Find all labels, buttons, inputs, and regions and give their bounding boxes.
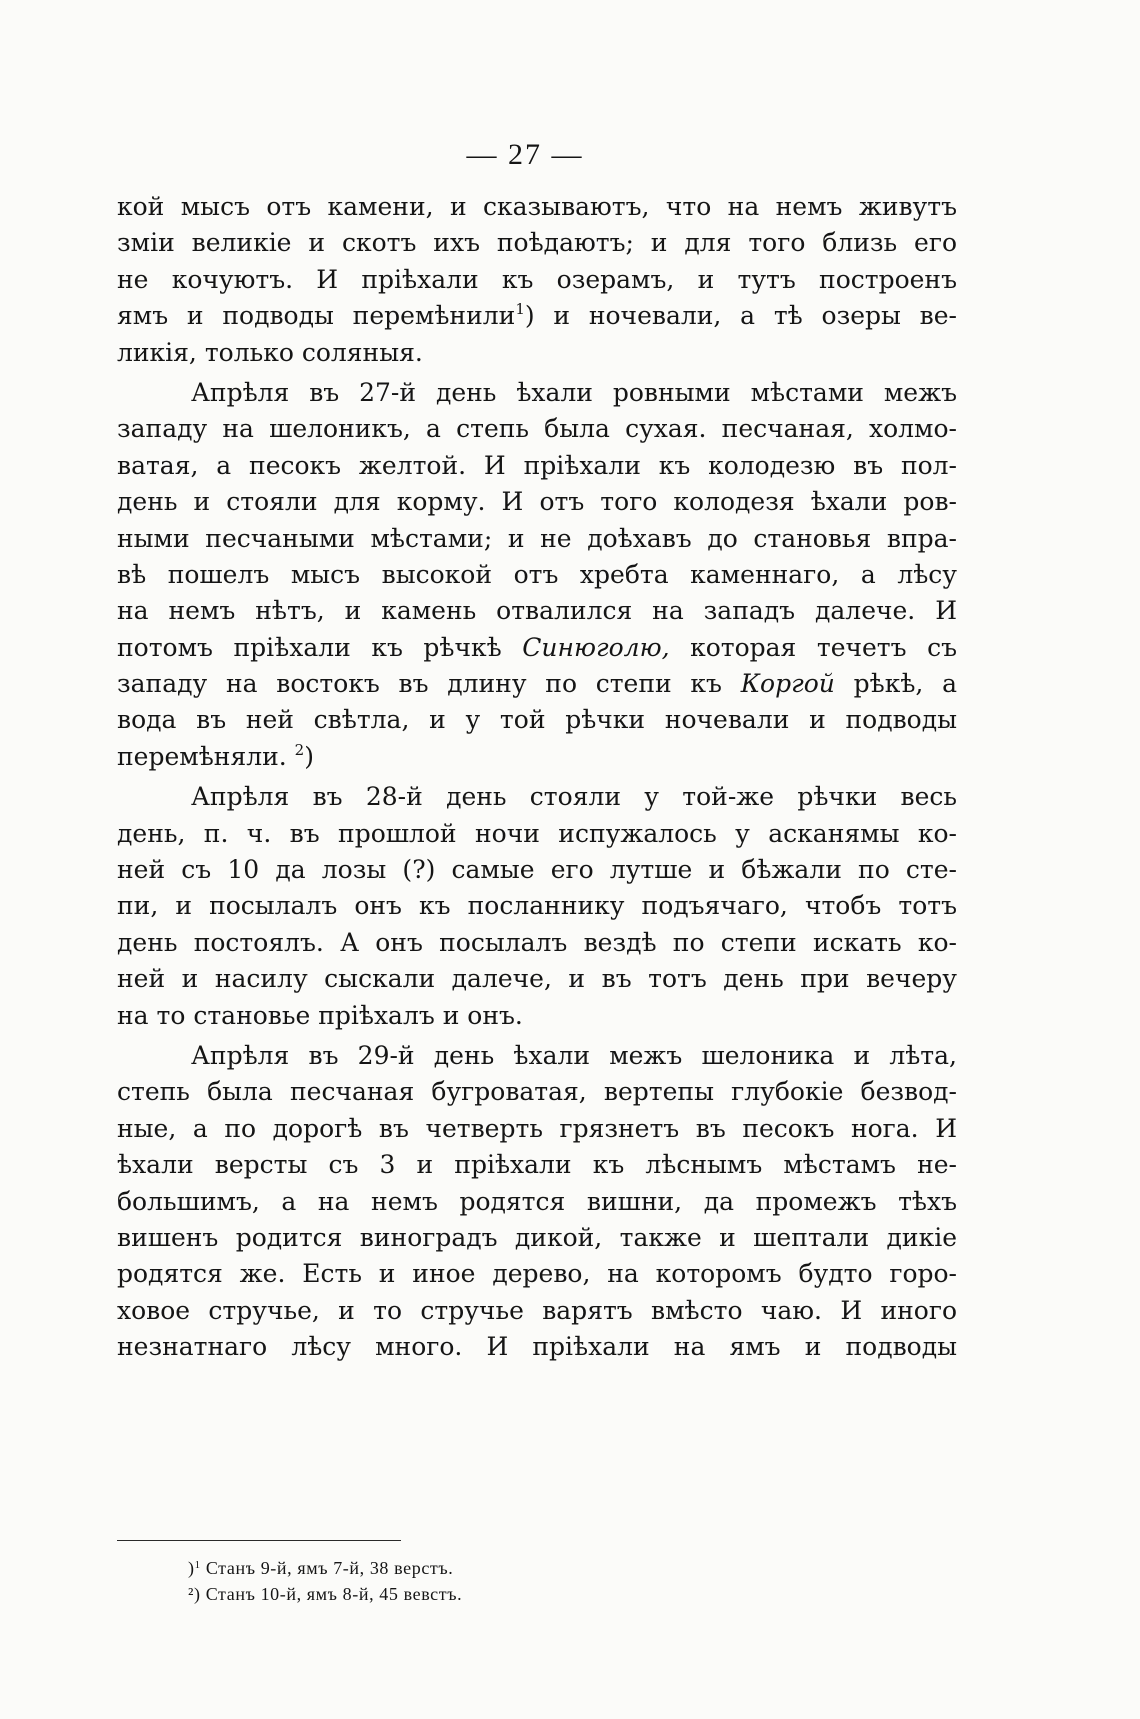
footnote-ref: 2 [294, 740, 305, 759]
text-line: ямъ и подводы перемѣнили$^1$) и ночевали, а тѣ озеры ве- [117, 300, 957, 331]
text-line: вода въ ней свѣтла, и у той рѣчки ночевали и подводы [117, 705, 957, 735]
text-line: вишенъ родится виноградъ дикой, также и шептали дикіе [117, 1222, 957, 1252]
text-line: незнатнаго лѣсу много. И пріѣхали на ямъ и подводы [117, 1332, 957, 1362]
footnotes [188, 1555, 462, 1607]
text-line: ные, а по дорогѣ въ четверть грязнетъ въ песокъ нога. И [117, 1113, 957, 1143]
text-line: родятся же. Есть и иное дерево, на которомъ будто горо- [117, 1259, 957, 1289]
footnote-divider [117, 1540, 401, 1541]
text-line: на немъ нѣтъ, и камень отвалился на западъ далече. И [117, 596, 957, 626]
text-line: вѣ пошелъ мысъ высокой отъ хребта каменнаго, а лѣсу [117, 559, 957, 589]
body-text [117, 189, 957, 1366]
text-line: перемѣняли. $^2$) [117, 740, 314, 771]
text-line: степь была песчаная бугроватая, вертепы глубокіе безвод- [117, 1077, 957, 1107]
text-line: ватая, а песокъ желтой. И пріѣхали къ колодезю въ пол- [117, 450, 957, 480]
text-line: ными песчаными мѣстами; и не доѣхавъ до становья впра- [117, 523, 957, 553]
text-line: на то становье пріѣхалъ и онъ. [117, 1000, 523, 1030]
text-line: ней съ 10 да лозы (?) самые его лутше и бѣжали по сте- [117, 855, 957, 885]
text-line: день и стояли для корму. И отъ того колодезя ѣхали ров- [117, 487, 957, 517]
river-name-italic: Коргой [740, 669, 835, 699]
text-line: день постоялъ. А онъ посылалъ вездѣ по степи искать ко- [117, 927, 957, 957]
text-line: пи, и посылалъ онъ къ посланнику подъячаго, чтобъ тотъ [117, 891, 957, 921]
text-line: Апрѣля въ 27-й день ѣхали ровными мѣстами межъ [191, 377, 957, 407]
text-line: кой мысъ отъ камени, и сказываютъ, что на немъ живутъ [117, 192, 957, 221]
text-line: Апрѣля въ 29-й день ѣхали межъ шелоника и лѣта, [191, 1040, 957, 1070]
text-line: большимъ, а на немъ родятся вишни, да промежъ тѣхъ [117, 1186, 957, 1216]
page-number: — 27 — [466, 138, 584, 171]
text-line: зміи великіе и скотъ ихъ поѣдаютъ; и для того близь его [117, 228, 957, 258]
text-line: западу на востокъ въ длину по степи къ Коргой рѣкѣ, а [117, 669, 957, 699]
text-line: ней и насилу сыскали далече, и въ тотъ день при вечеру [117, 964, 957, 994]
text-line: потомъ пріѣхали къ рѣчкѣ Синюголю, которая течетъ съ [117, 632, 958, 662]
river-name-italic: Синюголю, [522, 632, 670, 662]
text-line: день, п. ч. въ прошлой ночи испужалось у асканямы ко- [117, 818, 957, 848]
text-line: ѣхали версты съ 3 и пріѣхали къ лѣснымъ мѣстамъ не- [117, 1150, 957, 1180]
text-line: Апрѣля въ 28-й день стояли у той-же рѣчки весь [191, 782, 957, 812]
text-line: ховое стручье, и то стручье варятъ вмѣсто чаю. И иного [117, 1295, 957, 1325]
text-line: не кочуютъ. И пріѣхали къ озерамъ, и тутъ построенъ [117, 264, 957, 294]
text-line: западу на шелоникъ, а степь была сухая. песчаная, холмо- [117, 414, 957, 444]
footnote-1: )$^1$ Станъ 9-й, ямъ 7-й, 38 верстъ. [188, 1558, 454, 1578]
footnote-ref: 1 [515, 300, 525, 319]
footnote-2: ²) Станъ 10-й, ямъ 8-й, 45 вевстъ. [188, 1584, 463, 1604]
text-line: ликія, только соляныя. [117, 337, 423, 367]
